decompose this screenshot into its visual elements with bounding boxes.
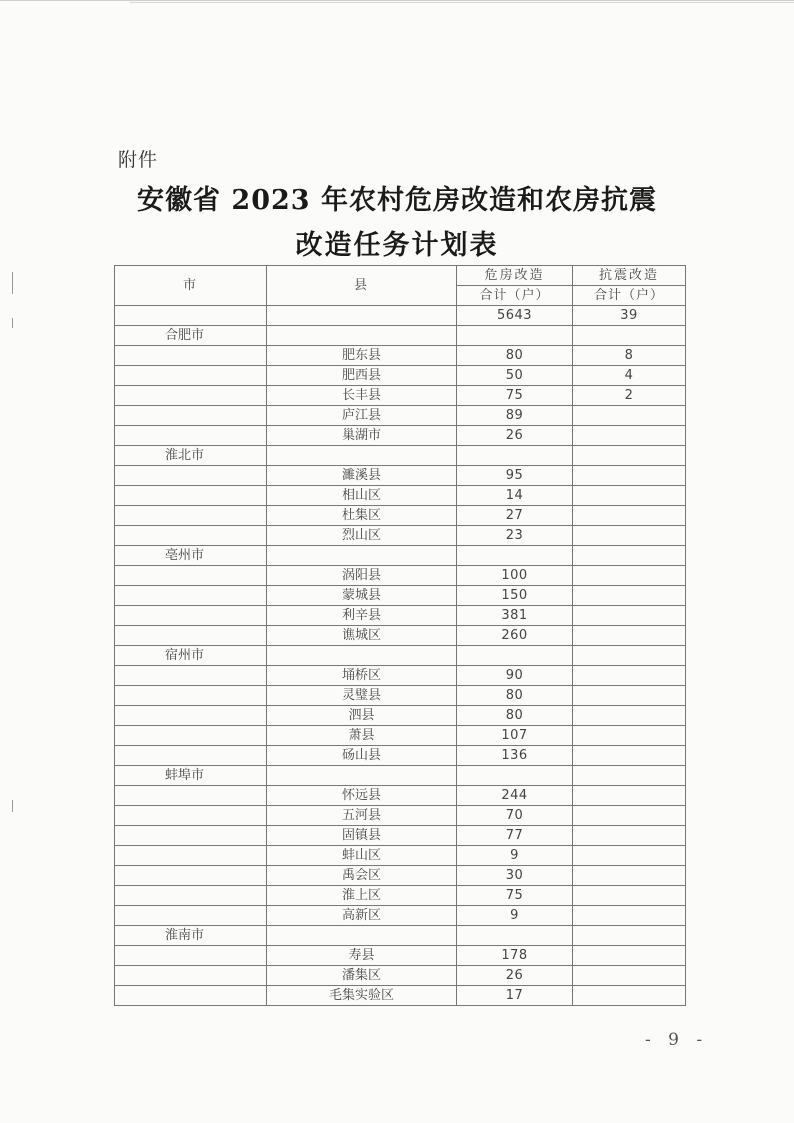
seismic-count	[573, 666, 686, 686]
seismic-count	[573, 826, 686, 846]
county-row	[115, 406, 686, 426]
empty-cell	[115, 606, 267, 626]
empty-cell	[115, 466, 267, 486]
city-row	[115, 766, 686, 786]
total-dilapidated: 5643	[457, 306, 573, 326]
empty-cell	[115, 726, 267, 746]
dilapidated-count: 95	[457, 466, 573, 486]
scan-edge-line	[0, 0, 794, 1]
scan-margin-mark	[12, 272, 13, 294]
seismic-count	[573, 866, 686, 886]
county-name: 烈山区	[267, 526, 457, 546]
seismic-count	[573, 746, 686, 766]
header-dilapidated-unit: 合计（户）	[457, 286, 573, 306]
empty-cell	[115, 866, 267, 886]
county-row	[115, 686, 686, 706]
county-row	[115, 846, 686, 866]
dilapidated-count: 17	[457, 986, 573, 1006]
county-row	[115, 486, 686, 506]
empty-cell	[115, 966, 267, 986]
empty-cell	[573, 546, 686, 566]
county-row	[115, 346, 686, 366]
county-name: 萧县	[267, 726, 457, 746]
header-city: 市	[115, 266, 267, 306]
empty-cell	[457, 926, 573, 946]
county-name: 灵璧县	[267, 686, 457, 706]
empty-cell	[457, 446, 573, 466]
dilapidated-count: 23	[457, 526, 573, 546]
county-row	[115, 786, 686, 806]
document-title-line2: 改造任务计划表	[295, 230, 499, 261]
county-name: 埇桥区	[267, 666, 457, 686]
county-row	[115, 706, 686, 726]
county-name: 淮上区	[267, 886, 457, 906]
dilapidated-count: 26	[457, 966, 573, 986]
dilapidated-count: 77	[457, 826, 573, 846]
empty-cell	[267, 926, 457, 946]
county-name: 怀远县	[267, 786, 457, 806]
empty-cell	[573, 766, 686, 786]
county-row	[115, 726, 686, 746]
county-name: 蚌山区	[267, 846, 457, 866]
county-row	[115, 966, 686, 986]
scan-edge-line	[130, 2, 794, 3]
county-row	[115, 586, 686, 606]
county-row	[115, 366, 686, 386]
document-title-line1: 安徽省 2023 年农村危房改造和农房抗震	[137, 185, 657, 216]
county-row	[115, 666, 686, 686]
county-name: 杜集区	[267, 506, 457, 526]
seismic-count	[573, 686, 686, 706]
scan-margin-mark	[12, 318, 13, 328]
city-name: 亳州市	[115, 546, 267, 566]
seismic-count	[573, 586, 686, 606]
empty-cell	[267, 326, 457, 346]
county-name: 涡阳县	[267, 566, 457, 586]
city-name: 淮北市	[115, 446, 267, 466]
county-name: 固镇县	[267, 826, 457, 846]
page-number: - 9 -	[645, 1030, 709, 1050]
county-row	[115, 886, 686, 906]
dilapidated-count: 75	[457, 386, 573, 406]
dilapidated-count: 107	[457, 726, 573, 746]
empty-cell	[267, 646, 457, 666]
table-header-row	[115, 266, 686, 286]
county-name: 肥西县	[267, 366, 457, 386]
county-name: 庐江县	[267, 406, 457, 426]
seismic-count: 8	[573, 346, 686, 366]
empty-cell	[115, 746, 267, 766]
seismic-count	[573, 506, 686, 526]
empty-cell	[573, 446, 686, 466]
city-row	[115, 546, 686, 566]
county-name: 巢湖市	[267, 426, 457, 446]
dilapidated-count: 150	[457, 586, 573, 606]
empty-cell	[115, 406, 267, 426]
seismic-count	[573, 406, 686, 426]
dilapidated-count: 178	[457, 946, 573, 966]
county-name: 泗县	[267, 706, 457, 726]
totals-empty-city	[115, 306, 267, 326]
county-row	[115, 426, 686, 446]
dilapidated-count: 9	[457, 906, 573, 926]
scan-margin-mark	[12, 800, 13, 812]
seismic-count	[573, 486, 686, 506]
county-row	[115, 566, 686, 586]
county-name: 砀山县	[267, 746, 457, 766]
county-name: 肥东县	[267, 346, 457, 366]
county-row	[115, 986, 686, 1006]
city-row	[115, 326, 686, 346]
empty-cell	[267, 766, 457, 786]
county-row	[115, 806, 686, 826]
county-name: 五河县	[267, 806, 457, 826]
header-seismic-unit: 合计（户）	[573, 286, 686, 306]
city-row	[115, 446, 686, 466]
seismic-count	[573, 906, 686, 926]
totals-empty-county	[267, 306, 457, 326]
empty-cell	[457, 766, 573, 786]
empty-cell	[573, 326, 686, 346]
dilapidated-count: 80	[457, 706, 573, 726]
city-name: 蚌埠市	[115, 766, 267, 786]
empty-cell	[115, 706, 267, 726]
dilapidated-count: 90	[457, 666, 573, 686]
dilapidated-count: 244	[457, 786, 573, 806]
dilapidated-count: 9	[457, 846, 573, 866]
dilapidated-count: 136	[457, 746, 573, 766]
empty-cell	[115, 426, 267, 446]
seismic-count	[573, 626, 686, 646]
dilapidated-count: 27	[457, 506, 573, 526]
county-name: 潘集区	[267, 966, 457, 986]
county-name: 毛集实验区	[267, 986, 457, 1006]
table-body	[115, 266, 686, 1006]
county-name: 蒙城县	[267, 586, 457, 606]
seismic-count	[573, 846, 686, 866]
county-name: 长丰县	[267, 386, 457, 406]
empty-cell	[457, 546, 573, 566]
dilapidated-count: 26	[457, 426, 573, 446]
empty-cell	[267, 446, 457, 466]
county-row	[115, 606, 686, 626]
empty-cell	[115, 386, 267, 406]
dilapidated-count: 50	[457, 366, 573, 386]
header-county: 县	[267, 266, 457, 306]
seismic-count	[573, 726, 686, 746]
empty-cell	[115, 586, 267, 606]
empty-cell	[115, 826, 267, 846]
empty-cell	[115, 506, 267, 526]
dilapidated-count: 89	[457, 406, 573, 426]
county-name: 濉溪县	[267, 466, 457, 486]
city-name: 合肥市	[115, 326, 267, 346]
total-seismic: 39	[573, 306, 686, 326]
empty-cell	[267, 546, 457, 566]
attachment-label: 附件	[118, 149, 159, 171]
empty-cell	[115, 666, 267, 686]
empty-cell	[115, 626, 267, 646]
empty-cell	[115, 346, 267, 366]
dilapidated-count: 381	[457, 606, 573, 626]
seismic-count	[573, 466, 686, 486]
county-row	[115, 946, 686, 966]
empty-cell	[457, 326, 573, 346]
seismic-count	[573, 806, 686, 826]
dilapidated-count: 80	[457, 346, 573, 366]
dilapidated-count: 100	[457, 566, 573, 586]
county-row	[115, 466, 686, 486]
city-row	[115, 926, 686, 946]
seismic-count	[573, 526, 686, 546]
county-name: 谯城区	[267, 626, 457, 646]
empty-cell	[115, 906, 267, 926]
county-row	[115, 866, 686, 886]
seismic-count	[573, 946, 686, 966]
city-name: 淮南市	[115, 926, 267, 946]
seismic-count	[573, 966, 686, 986]
seismic-count: 4	[573, 366, 686, 386]
county-row	[115, 906, 686, 926]
empty-cell	[115, 366, 267, 386]
county-row	[115, 386, 686, 406]
county-row	[115, 506, 686, 526]
empty-cell	[573, 926, 686, 946]
seismic-count	[573, 566, 686, 586]
county-name: 相山区	[267, 486, 457, 506]
county-name: 寿县	[267, 946, 457, 966]
empty-cell	[115, 846, 267, 866]
seismic-count	[573, 786, 686, 806]
empty-cell	[115, 806, 267, 826]
seismic-count	[573, 986, 686, 1006]
county-name: 利辛县	[267, 606, 457, 626]
task-plan-table	[114, 265, 686, 1006]
totals-row	[115, 306, 686, 326]
empty-cell	[457, 646, 573, 666]
dilapidated-count: 80	[457, 686, 573, 706]
dilapidated-count: 260	[457, 626, 573, 646]
county-name: 禹会区	[267, 866, 457, 886]
county-row	[115, 626, 686, 646]
county-row	[115, 526, 686, 546]
empty-cell	[115, 786, 267, 806]
dilapidated-count: 70	[457, 806, 573, 826]
county-row	[115, 826, 686, 846]
seismic-count: 2	[573, 386, 686, 406]
dilapidated-count: 75	[457, 886, 573, 906]
seismic-count	[573, 606, 686, 626]
header-dilapidated: 危房改造	[457, 266, 573, 286]
seismic-count	[573, 886, 686, 906]
dilapidated-count: 14	[457, 486, 573, 506]
seismic-count	[573, 426, 686, 446]
empty-cell	[115, 946, 267, 966]
county-row	[115, 746, 686, 766]
city-row	[115, 646, 686, 666]
empty-cell	[115, 986, 267, 1006]
county-name: 高新区	[267, 906, 457, 926]
seismic-count	[573, 706, 686, 726]
header-seismic: 抗震改造	[573, 266, 686, 286]
empty-cell	[115, 886, 267, 906]
empty-cell	[115, 486, 267, 506]
dilapidated-count: 30	[457, 866, 573, 886]
empty-cell	[115, 526, 267, 546]
empty-cell	[115, 686, 267, 706]
empty-cell	[115, 566, 267, 586]
empty-cell	[573, 646, 686, 666]
city-name: 宿州市	[115, 646, 267, 666]
